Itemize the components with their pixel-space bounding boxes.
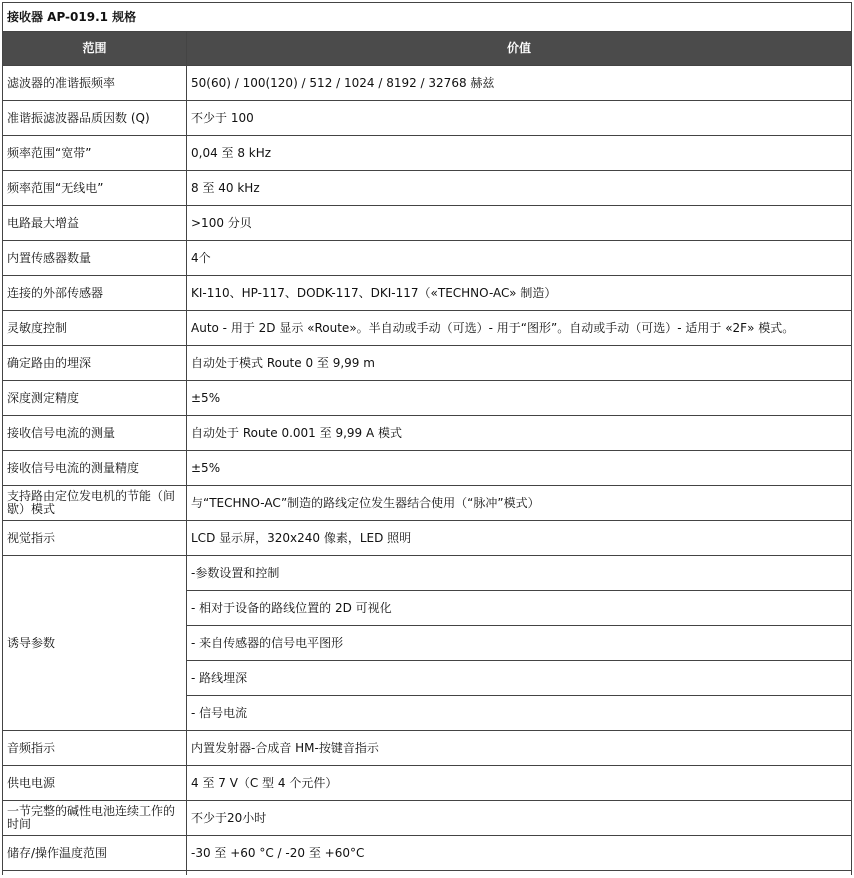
table-row: [3, 766, 852, 801]
row-label: 视觉指示: [3, 521, 187, 556]
row-label: 滤波器的准谐振频率: [3, 66, 187, 101]
table-row: [3, 346, 852, 381]
cut-cell: [187, 871, 852, 876]
row-value: 0,04 至 8 kHz: [187, 136, 852, 171]
table-row: [3, 381, 852, 416]
table-row: [3, 731, 852, 766]
cut-cell: [3, 871, 187, 876]
table-title-row: [3, 3, 852, 32]
row-label: 准谐振滤波器品质因数 (Q): [3, 101, 187, 136]
row-value: 4个: [187, 241, 852, 276]
row-label: 支持路由定位发电机的节能（间歇）模式: [3, 486, 187, 521]
table-row: [3, 206, 852, 241]
spec-table: [2, 2, 852, 875]
table-row: [3, 241, 852, 276]
guide-value: -参数设置和控制: [187, 556, 852, 591]
row-label: 储存/操作温度范围: [3, 836, 187, 871]
row-value: 4 至 7 V（C 型 4 个元件）: [187, 766, 852, 801]
table-row: [3, 556, 852, 591]
row-value: ±5%: [187, 451, 852, 486]
table-row: [3, 311, 852, 346]
row-label: 连接的外部传感器: [3, 276, 187, 311]
row-label: 接收信号电流的测量: [3, 416, 187, 451]
table-row: [3, 451, 852, 486]
row-value: >100 分贝: [187, 206, 852, 241]
header-value: 价值: [187, 32, 852, 66]
row-label: 深度测定精度: [3, 381, 187, 416]
row-label: 灵敏度控制: [3, 311, 187, 346]
row-value: 8 至 40 kHz: [187, 171, 852, 206]
table-header-row: [3, 32, 852, 66]
table-row: [3, 801, 852, 836]
table-row: [3, 416, 852, 451]
row-label: 频率范围“无线电”: [3, 171, 187, 206]
row-label: 接收信号电流的测量精度: [3, 451, 187, 486]
table-row: [3, 66, 852, 101]
table-row: [3, 521, 852, 556]
guide-value: - 来自传感器的信号电平图形: [187, 626, 852, 661]
guide-value: - 相对于设备的路线位置的 2D 可视化: [187, 591, 852, 626]
row-label: 频率范围“宽带”: [3, 136, 187, 171]
row-label: 音频指示: [3, 731, 187, 766]
row-value: 自动处于 Route 0.001 至 9,99 A 模式: [187, 416, 852, 451]
row-value: 自动处于模式 Route 0 至 9,99 m: [187, 346, 852, 381]
row-label: 确定路由的埋深: [3, 346, 187, 381]
row-value: LCD 显示屏，320x240 像素，LED 照明: [187, 521, 852, 556]
table-title: 接收器 AP-019.1 规格: [3, 3, 852, 32]
guide-label: 诱导参数: [3, 556, 187, 731]
row-value: -30 至 +60 °C / -20 至 +60°C: [187, 836, 852, 871]
header-range: 范围: [3, 32, 187, 66]
row-label: 一节完整的碱性电池连续工作的时间: [3, 801, 187, 836]
row-value: 内置发射器-合成音 HM-按键音指示: [187, 731, 852, 766]
row-value: 不少于 100: [187, 101, 852, 136]
table-row: [3, 101, 852, 136]
row-value: 50(60) / 100(120) / 512 / 1024 / 8192 / 32768 赫兹: [187, 66, 852, 101]
row-label: 供电电源: [3, 766, 187, 801]
row-value: Auto - 用于 2D 显示 «Route»。半自动或手动（可选）- 用于“图形”。自动或手动（可选）- 适用于 «2F» 模式。: [187, 311, 852, 346]
table-row: [3, 486, 852, 521]
guide-value: - 信号电流: [187, 696, 852, 731]
table-row: [3, 836, 852, 871]
table-row: [3, 276, 852, 311]
table-row: [3, 136, 852, 171]
row-value: KI-110、HP-117、DODK-117、DKI-117（«TECHNO-AC» 制造）: [187, 276, 852, 311]
row-value: ±5%: [187, 381, 852, 416]
row-value: 不少于20小时: [187, 801, 852, 836]
guide-value: - 路线埋深: [187, 661, 852, 696]
row-value: 与“TECHNO-AC”制造的路线定位发生器结合使用（“脉冲”模式）: [187, 486, 852, 521]
table-row: [3, 171, 852, 206]
table-row-cut: [3, 871, 852, 876]
row-label: 内置传感器数量: [3, 241, 187, 276]
row-label: 电路最大增益: [3, 206, 187, 241]
